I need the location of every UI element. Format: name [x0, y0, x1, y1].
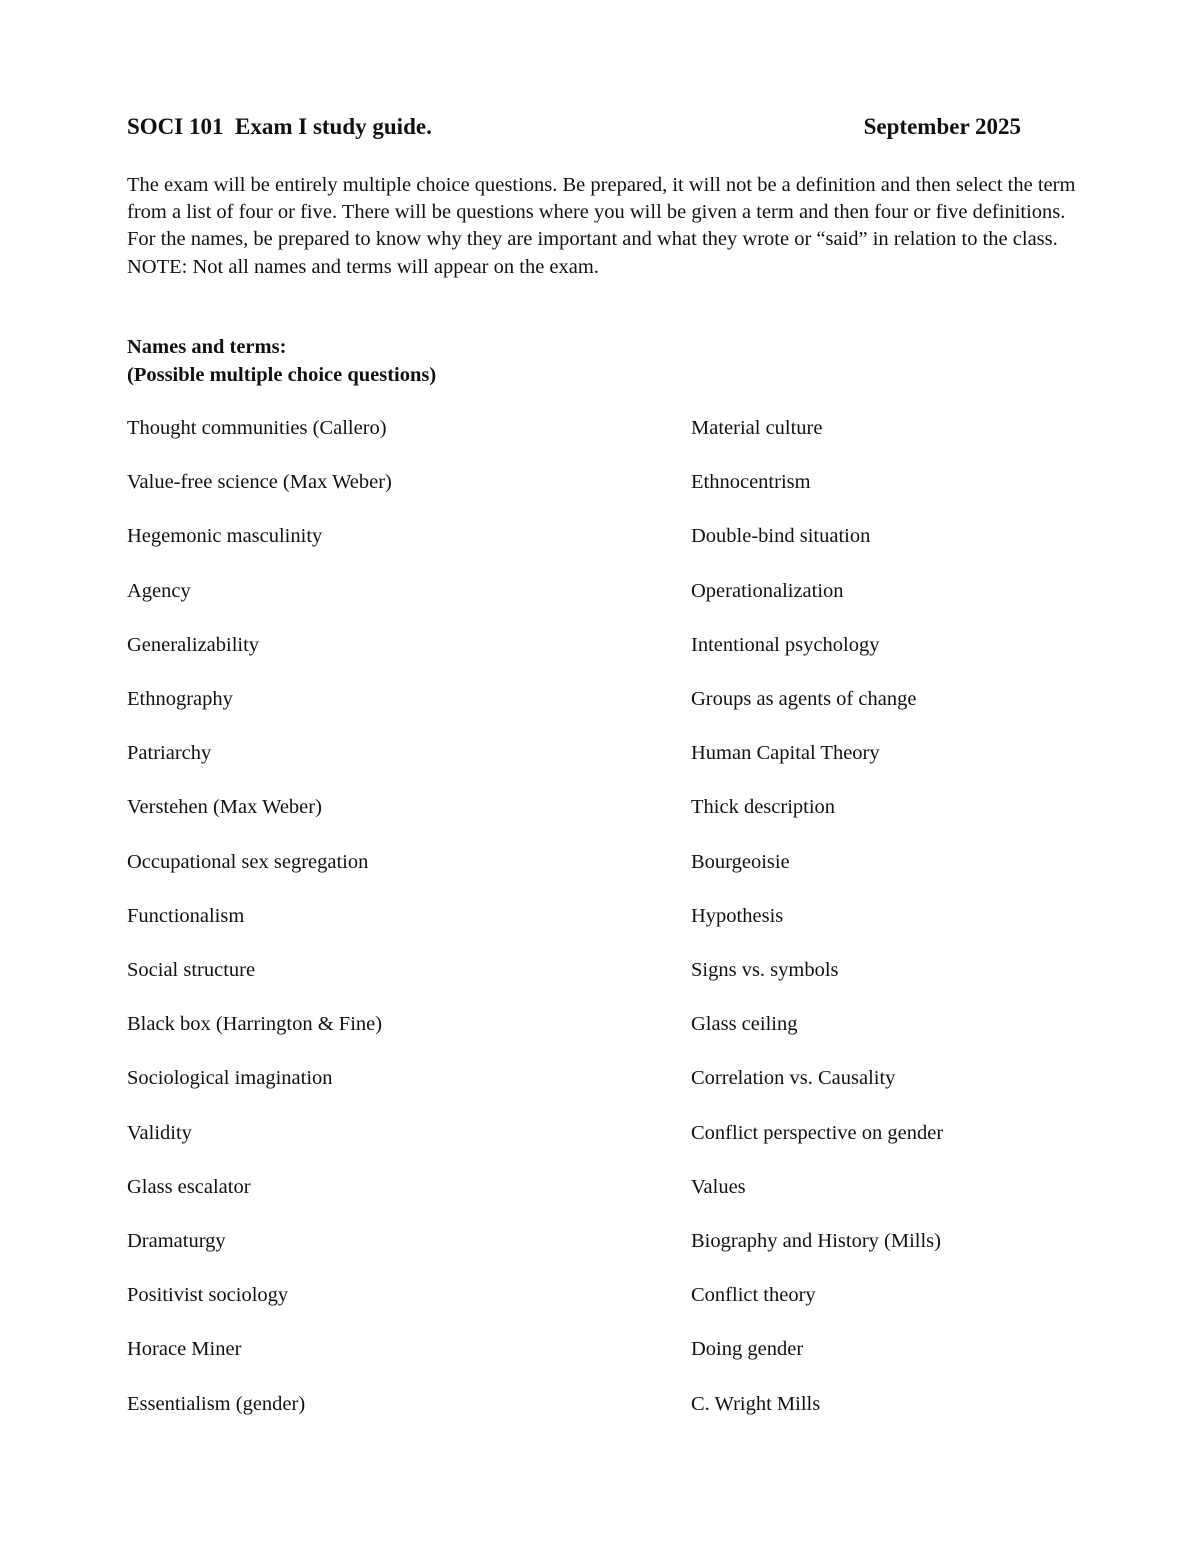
term-right-item: Human Capital Theory — [691, 742, 880, 765]
term-right-item: Ethnocentrism — [691, 471, 811, 494]
term-left-item: Horace Miner — [127, 1338, 242, 1361]
term-left-item: Generalizability — [127, 633, 260, 656]
term-right-item: Intentional psychology — [691, 633, 880, 656]
term-right-item: Biography and History (Mills) — [691, 1230, 941, 1252]
term-left-item: Functionalism — [127, 904, 245, 927]
document-title: SOCI 101 Exam I study guide. — [127, 114, 432, 139]
term-right-item: C. Wright Mills — [691, 1392, 821, 1415]
term-right-item: Groups as agents of change — [691, 688, 917, 710]
term-right-item: Correlation vs. Causality — [691, 1067, 896, 1090]
term-left-item: Dramaturgy — [127, 1230, 226, 1252]
term-left-item: Patriarchy — [127, 742, 212, 765]
term-left-item: Ethnography — [127, 688, 233, 710]
term-left-item: Sociological imagination — [127, 1067, 333, 1090]
term-right-item: Hypothesis — [691, 904, 784, 927]
term-right-item: Glass ceiling — [691, 1013, 798, 1036]
term-right-item: Signs vs. symbols — [691, 959, 839, 981]
term-right-item: Thick description — [691, 796, 836, 819]
intro-paragraph: The exam will be entirely multiple choice questions. Be prepared, it will not be a definition and then select the term from a list of four or five. There will be questions where you will be given a term and then four or five definitions. For the names, be prepared to know why they are important and what they wrote or “said” in relation to the class. NOTE: Not all names and terms will appear on the exam. — [127, 174, 1076, 278]
term-left-item: Agency — [127, 579, 191, 602]
term-left-item: Hegemonic masculinity — [127, 525, 323, 548]
term-left-item: Social structure — [127, 959, 256, 981]
section-subtitle: (Possible multiple choice questions) — [127, 363, 437, 386]
section-heading — [127, 334, 436, 389]
term-right-item: Material culture — [691, 417, 823, 439]
term-right-item: Bourgeoisie — [691, 850, 790, 873]
term-right-item: Values — [691, 1175, 746, 1198]
term-right-item: Conflict theory — [691, 1284, 816, 1307]
term-right-item: Doing gender — [691, 1338, 804, 1361]
term-left-item: Black box (Harrington & Fine) — [127, 1013, 383, 1036]
term-left-item: Occupational sex segregation — [127, 850, 369, 873]
term-left-item: Verstehen (Max Weber) — [127, 796, 322, 819]
term-right-item: Conflict perspective on gender — [691, 1121, 944, 1144]
term-left-item: Positivist sociology — [127, 1284, 289, 1307]
term-left-item: Essentialism (gender) — [127, 1392, 306, 1415]
term-right-item: Operationalization — [691, 579, 844, 602]
term-left-item: Glass escalator — [127, 1175, 251, 1198]
document-date: September 2025 — [863, 114, 1021, 139]
term-left-item: Value-free science (Max Weber) — [127, 471, 392, 494]
term-left-item: Validity — [127, 1121, 192, 1144]
section-title: Names and terms: — [127, 336, 287, 358]
document-header — [127, 114, 1021, 148]
term-right-item: Double-bind situation — [691, 525, 871, 548]
term-left-item: Thought communities (Callero) — [127, 417, 387, 439]
